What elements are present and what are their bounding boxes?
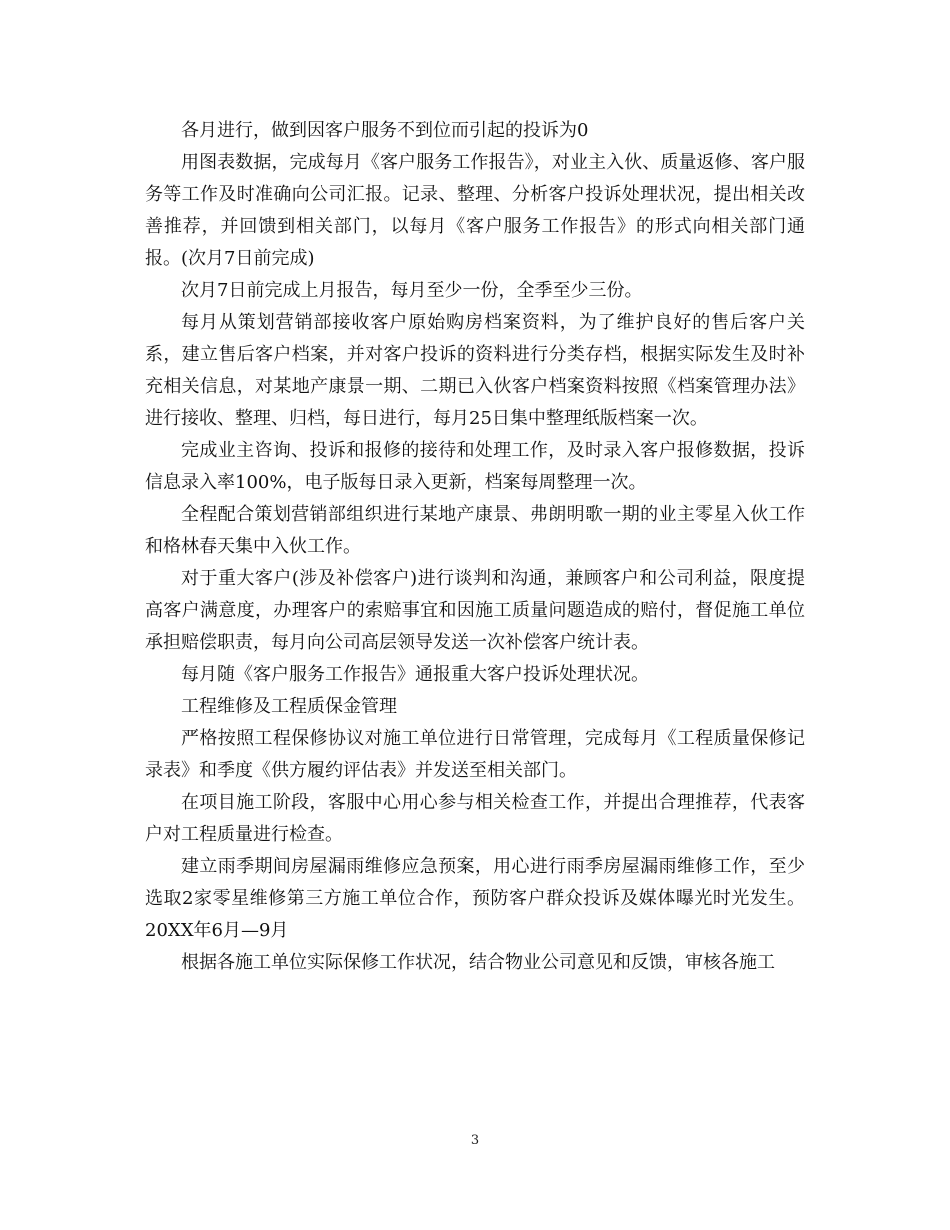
document-body (145, 115, 805, 979)
paragraph-4: 每月从策划营销部接收客户原始购房档案资料，为了维护良好的售后客户关系，建立售后客户档案，并对客户投诉的资料进行分类存档，根据实际发生及时补充相关信息，对某地产康景一期、二期已入伙客户档案资料按照《档案管理办法》进行接收、整理、归档，每日进行，每月25日集中整理纸版档案一次。 (145, 312, 805, 429)
paragraph-1: 各月进行，做到因客户服务不到位而引起的投诉为0 (181, 120, 589, 141)
paragraph-13: 根据各施工单位实际保修工作状况，结合物业公司意见和反馈，审核各施工 (181, 952, 775, 973)
paragraph-2: 用图表数据，完成每月《客户服务工作报告》，对业主入伙、质量返修、客户服务等工作及时准确向公司汇报。记录、整理、分析客户投诉处理状况，提出相关改善推荐，并回馈到相关部门，以每月《客户服务工作报告》的形式向相关部门通报。(次月7日前完成) (145, 152, 805, 269)
paragraph-11: 在项目施工阶段，客服中心用心参与相关检查工作，并提出合理推荐，代表客户对工程质量进行检查。 (145, 792, 805, 845)
page-number: 3 (470, 1133, 480, 1148)
paragraph-3: 次月7日前完成上月报告，每月至少一份，全季至少三份。 (181, 280, 643, 301)
paragraph-10: 严格按照工程保修协议对施工单位进行日常管理，完成每月《工程质量保修记录表》和季度《供方履约评估表》并发送至相关部门。 (145, 728, 805, 781)
paragraph-7: 对于重大客户(涉及补偿客户)进行谈判和沟通，兼顾客户和公司利益，限度提高客户满意度，办理客户的索赔事宜和因施工质量问题造成的赔付，督促施工单位承担赔偿职责，每月向公司高层领导发送一次补偿客户统计表。 (145, 568, 805, 653)
paragraph-5: 完成业主咨询、投诉和报修的接待和处理工作，及时录入客户报修数据，投诉信息录入率100%，电子版每日录入更新，档案每周整理一次。 (145, 440, 805, 493)
paragraph-6: 全程配合策划营销部组织进行某地产康景、弗朗明歌一期的业主零星入伙工作和格林春天集中入伙工作。 (145, 504, 805, 557)
paragraph-8: 每月随《客户服务工作报告》通报重大客户投诉处理状况。 (181, 664, 649, 685)
paragraph-12: 建立雨季期间房屋漏雨维修应急预案，用心进行雨季房屋漏雨维修工作，至少选取2家零星维修第三方施工单位合作，预防客户群众投诉及媒体曝光时光发生。20XX年6月—9月 (145, 856, 805, 941)
section-heading: 工程维修及工程质保金管理 (181, 696, 397, 717)
